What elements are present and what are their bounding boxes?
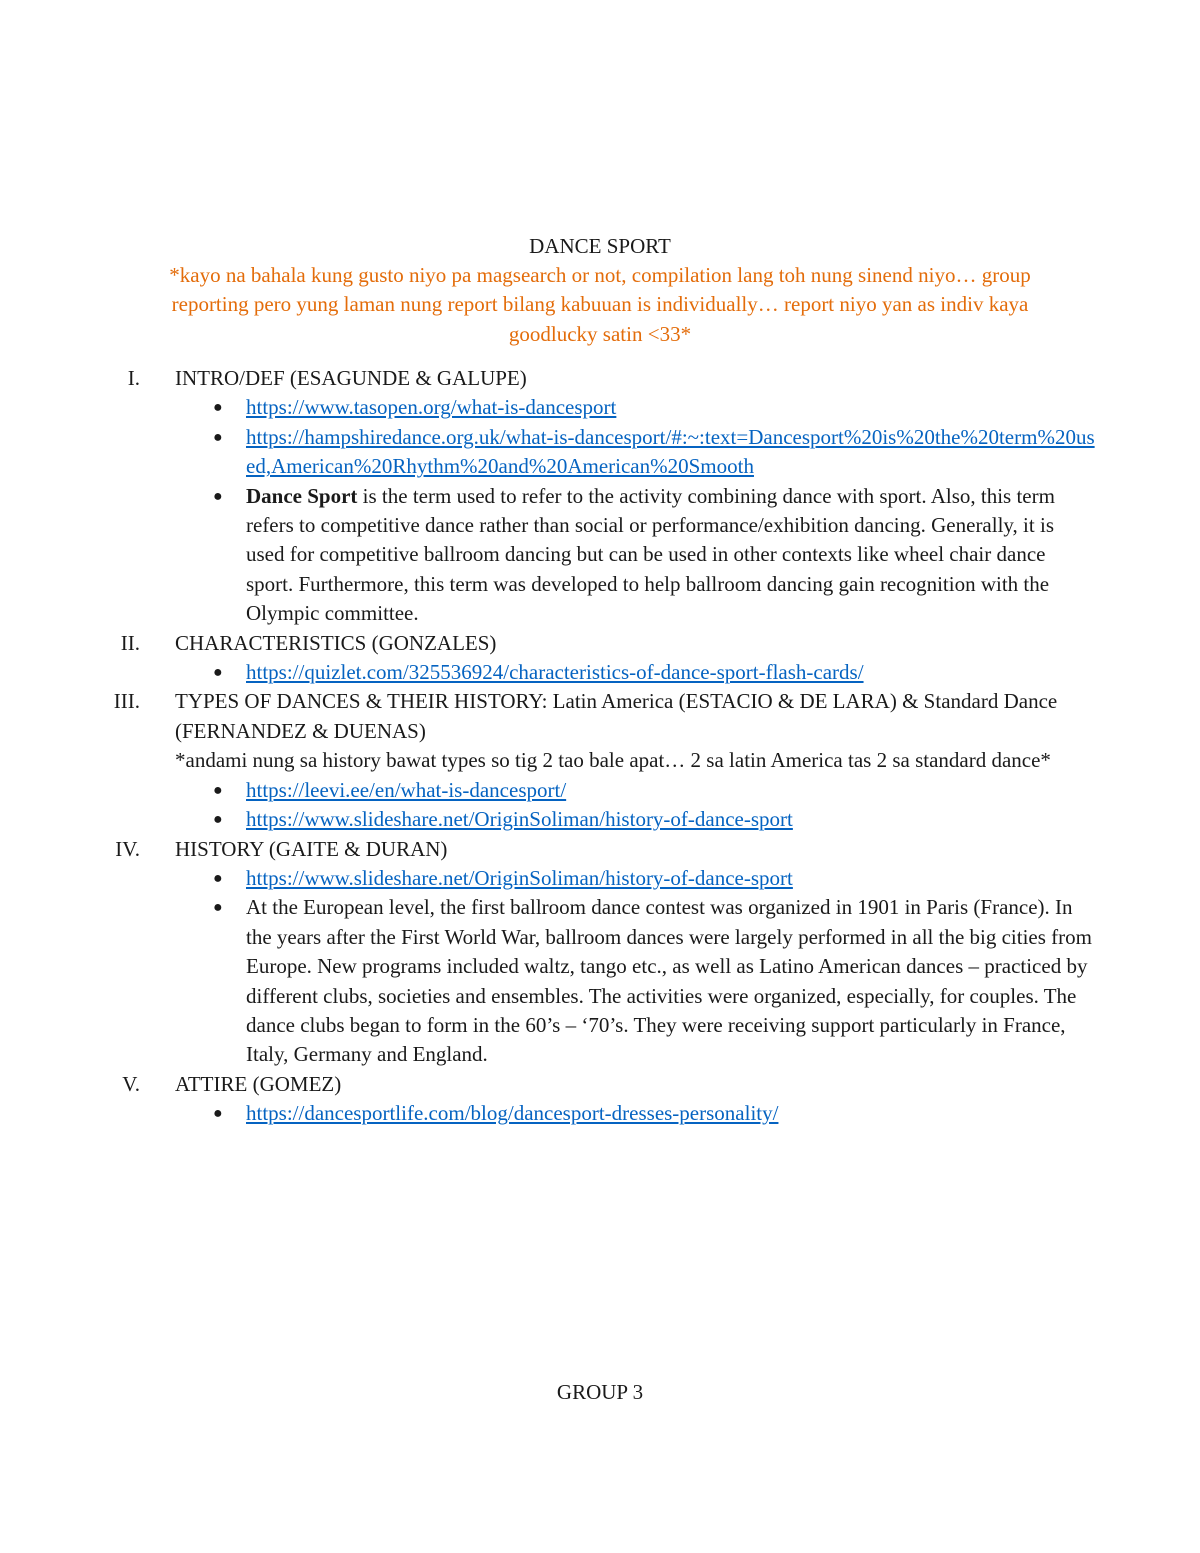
section-heading: ATTIRE (GOMEZ) (175, 1071, 342, 1096)
list-item (213, 482, 1096, 629)
section-numeral: V. (122, 1071, 140, 1096)
quizlet-link[interactable]: https://quizlet.com/325536924/characteristics-of-dance-sport-flash-cards/ (246, 660, 864, 685)
bullet-icon: ● (213, 869, 223, 887)
section-heading: HISTORY (GAITE & DURAN) (175, 836, 448, 861)
section-numeral: I. (127, 366, 140, 390)
list-item (213, 893, 1096, 1069)
bullet-list (0, 393, 1200, 628)
bullet-list (0, 658, 1200, 687)
outline-list (0, 364, 1200, 1129)
list-item (213, 776, 1096, 805)
section-numeral: II. (120, 630, 140, 655)
section-attire (0, 1070, 1200, 1129)
definition-paragraph (246, 484, 1055, 626)
bullet-icon: ● (213, 428, 223, 446)
section-intro (0, 364, 1200, 629)
definition-term: Dance Sport (246, 483, 358, 508)
hampshiredance-link[interactable]: https://hampshiredance.org.uk/what-is-dancesport/#:~:text=Dancesport%20is%20the%20term%20used,American%20Rhythm%20and%20American%20Smooth (246, 424, 1095, 479)
history-paragraph: At the European level, the first ballroom dance contest was organized in 1901 in Paris (France). In the years after the First World War, ballroom dances were largely performed in all the big cities from Europe. New programs included waltz, tango etc., as well as Latino American dances – practiced by different clubs, societies and ensembles. The activities were organized, especially, for couples. The dance clubs began to form in the 60’s – ‘70’s. They were receiving support particularly in France, Italy, Germany and England. (246, 895, 1092, 1067)
dancesportlife-link[interactable]: https://dancesportlife.com/blog/dancesport-dresses-personality/ (246, 1101, 779, 1126)
compilation-note: *kayo na bahala kung gusto niyo pa magsearch or not, compilation lang toh nung sinend niyo… group reporting pero yung laman nung report bilang kabuuan is individually… report niyo yan as indiv kaya goodlucky satin <33* (169, 263, 1031, 346)
list-item (213, 393, 1096, 422)
list-item (213, 423, 1096, 482)
bullet-icon: ● (213, 487, 223, 505)
bullet-icon: ● (213, 399, 223, 417)
tasopen-link[interactable]: https://www.tasopen.org/what-is-dancesport (246, 395, 617, 420)
list-item (213, 658, 1096, 687)
slideshare-link[interactable]: https://www.slideshare.net/OriginSoliman/history-of-dance-sport (246, 865, 793, 890)
document-title: DANCE SPORT (529, 234, 671, 258)
bullet-list (0, 864, 1200, 1070)
section-heading: INTRO/DEF (ESAGUNDE & GALUPE) (175, 366, 527, 390)
bullet-icon: ● (213, 781, 223, 799)
section-numeral: IV. (115, 836, 140, 861)
bullet-icon: ● (213, 811, 223, 829)
bullet-list (0, 776, 1200, 835)
definition-text: is the term used to refer to the activity combining dance with sport. Also, this term refers to competitive dance rather than social or performance/exhibition dancing. Generally, it is used for competitive ballroom dancing but can be used in other contexts like wheel chair dance sport. Furthermore, this term was developed to help ballroom dancing gain recognition with the Olympic committee. (246, 483, 1055, 626)
bullet-icon: ● (213, 1105, 223, 1123)
leevi-link[interactable]: https://leevi.ee/en/what-is-dancesport/ (246, 777, 567, 802)
slideshare-link[interactable]: https://www.slideshare.net/OriginSoliman/history-of-dance-sport (246, 807, 793, 832)
section-heading: CHARACTERISTICS (GONZALES) (175, 630, 497, 655)
bullet-icon: ● (213, 899, 223, 917)
bullet-icon: ● (213, 664, 223, 682)
group-footer: GROUP 3 (556, 1380, 644, 1404)
section-heading: TYPES OF DANCES & THEIR HISTORY: Latin America (ESTACIO & DE LARA) & Standard Dance (FERNANDEZ & DUENAS) (175, 689, 1058, 743)
section-numeral: III. (113, 689, 140, 714)
section-characteristics (0, 629, 1200, 688)
list-item (213, 805, 1096, 834)
bullet-list (0, 1099, 1200, 1128)
list-item (213, 1099, 1096, 1128)
section-types-of-dances (0, 687, 1200, 834)
list-item (213, 864, 1096, 893)
section-history (0, 835, 1200, 1070)
section-note: *andami nung sa history bawat types so tig 2 tao bale apat… 2 sa latin America tas 2 sa standard dance* (175, 748, 1051, 773)
